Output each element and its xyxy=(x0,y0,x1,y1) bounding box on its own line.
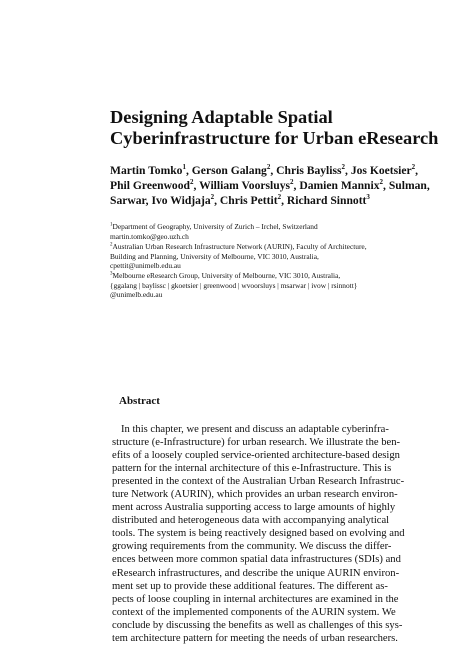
author-name: Gerson Galang xyxy=(191,164,267,177)
abstract-line: ment across Australia supporting access to large amounts of highly xyxy=(112,502,396,514)
affiliation-mark: 2 xyxy=(411,163,416,172)
affiliation-mark: 2 xyxy=(277,193,282,202)
affiliation-block xyxy=(110,222,372,241)
author-name: Martin Tomko xyxy=(110,164,183,177)
abstract-line: In this chapter, we present and discuss an adaptable cyberinfra- xyxy=(121,424,389,435)
abstract-line: pects of loose coupling in internal architectures are examined in the xyxy=(112,593,399,605)
affiliation-line: Building and Planning, University of Melbourne, VIC 3010, Australia, xyxy=(110,251,319,261)
title-line: Cyberinfrastructure for Urban eResearch xyxy=(110,128,439,148)
affiliation-mark: 2 xyxy=(290,178,294,187)
author-name: Sarwar xyxy=(110,194,146,208)
author-line: Phil Greenwood$^2$, William Voorsluys$^2$, Damien Mannix$^2$, Sulman, xyxy=(110,178,430,193)
affiliation-mark: 2 xyxy=(379,178,384,187)
abstract-line: pattern for the internal architecture of this e-Infrastructure. This is xyxy=(112,463,392,475)
abstract-line: growing requirements from the community. We discuss the differ- xyxy=(112,541,392,553)
affiliation-block xyxy=(110,271,372,300)
affiliation-mark: 2 xyxy=(341,163,346,172)
author-name: Chris Pettit xyxy=(219,194,278,208)
author-line: Sarwar, Ivo Widjaja$^2$, Chris Pettit$^2$, Richard Sinnott$^3$ xyxy=(110,193,370,208)
abstract-body xyxy=(112,423,405,645)
affiliation-line: {ggalang | baylissc | gkoetsier | greenwood | wvoorsluys | msarwar | ivow | rsinnott} xyxy=(110,280,358,290)
author-line: Martin Tomko$^1$, Gerson Galang$^2$, Chris Bayliss$^2$, Jos Koetsier$^2$, xyxy=(110,163,419,177)
author-name: Ivo Widjaja xyxy=(151,194,211,208)
author-list xyxy=(110,163,430,209)
abstract-line: conclude by discussing the benefits as well as challenges of this sys- xyxy=(112,619,403,631)
paper-title xyxy=(110,107,439,149)
abstract-line: presented in the context of the Australian Urban Research Infrastruc- xyxy=(112,476,405,488)
affiliation-mark: 3 xyxy=(110,271,113,277)
affiliation-mark: 2 xyxy=(189,178,194,187)
affiliation-line: $^3$Melbourne eResearch Group, University of Melbourne, VIC 3010, Australia, xyxy=(110,271,341,280)
affiliation-line: @unimelb.edu.au xyxy=(110,290,163,300)
abstract-line: structure (e-Infrastructure) for urban research. We illustrate the ben- xyxy=(112,437,401,449)
abstract-line: context of the implemented components of the AURIN system. We xyxy=(112,606,396,618)
affiliation-block xyxy=(110,242,372,271)
author-name: Chris Bayliss xyxy=(276,164,342,177)
affiliation-line: cpettit@unimelb.edu.au xyxy=(110,261,181,271)
affiliation-mark: 2 xyxy=(266,163,271,172)
affiliation-line: $^1$Department of Geography, University of Zurich – Irchel, Switzerland xyxy=(110,222,318,231)
abstract-line: ences between more common spatial data infrastructures (SDIs) and xyxy=(112,554,401,566)
affiliation-mark: 3 xyxy=(366,193,370,202)
affiliation-mark: 2 xyxy=(110,242,113,248)
abstract-line: tem architecture pattern for meeting the needs of urban researchers. xyxy=(112,632,398,644)
abstract-line: efits of a loosely coupled service-oriented architecture-based design xyxy=(112,450,400,462)
affiliation-line: $^2$Australian Urban Research Infrastructure Network (AURIN), Faculty of Architecture, xyxy=(110,242,367,251)
author-name: Phil Greenwood xyxy=(110,179,190,193)
abstract-line: ture Network (AURIN), which provides an urban research environ- xyxy=(112,489,398,501)
author-name: Sulman xyxy=(388,179,427,193)
abstract-line: eResearch infrastructures, and describe the unique AURIN environ- xyxy=(112,567,400,579)
abstract-line: tools. The system is being reactively designed based on evolving and xyxy=(112,528,405,540)
author-name: Damien Mannix xyxy=(299,179,380,193)
affiliation-mark: 1 xyxy=(182,163,186,172)
affiliation-mark: 1 xyxy=(110,222,113,228)
author-name: Jos Koetsier xyxy=(350,164,412,177)
abstract-line: distributed and heterogeneous data with accompanying analytical xyxy=(112,515,390,527)
title-line: Designing Adaptable Spatial xyxy=(110,107,333,127)
affiliation-mark: 2 xyxy=(210,193,215,202)
affiliation-line: martin.tomko@geo.uzh.ch xyxy=(110,231,189,241)
abstract-line: ment set up to provide these additional features. The different as- xyxy=(112,580,388,592)
author-name: Richard Sinnott xyxy=(286,194,367,208)
author-name: William Voorsluys xyxy=(199,179,291,193)
abstract-heading: Abstract xyxy=(119,395,160,407)
